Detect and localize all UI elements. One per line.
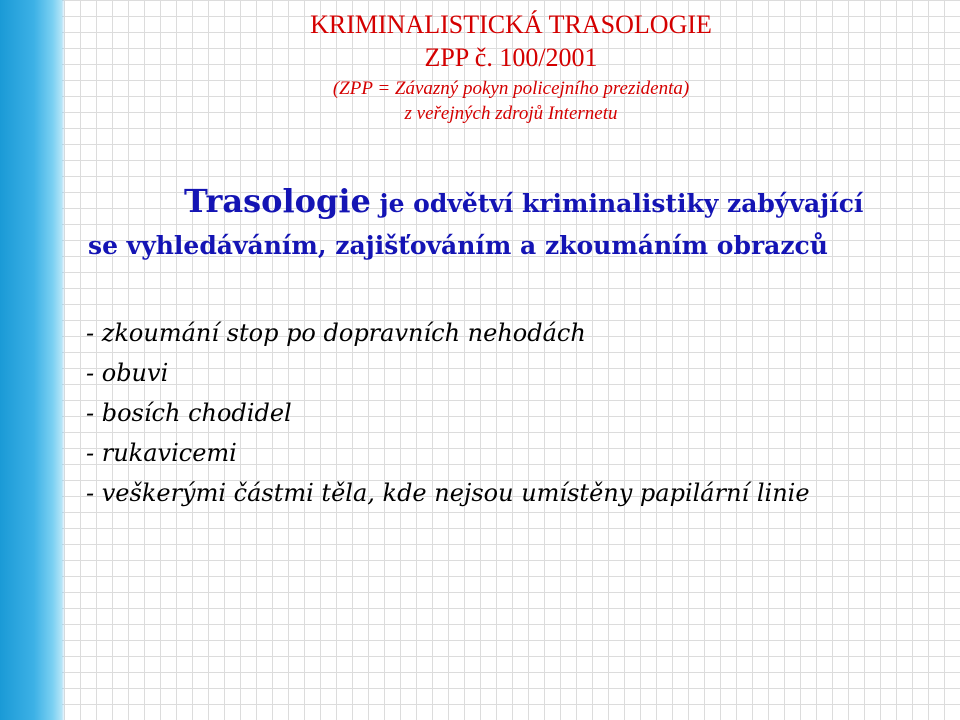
list-item: - bosích chodidel bbox=[86, 399, 292, 427]
definition-term: Trasologie bbox=[184, 182, 371, 220]
definition-line-2: se vyhledáváním, zajišťováním a zkoumáním obrazců bbox=[88, 231, 828, 260]
source-note: z veřejných zdrojů Internetu bbox=[404, 103, 618, 124]
definition-block bbox=[88, 180, 948, 267]
regulation-explanation: (ZPP = Závazný pokyn policejního prezidenta) bbox=[332, 78, 690, 99]
list-item: - veškerými částmi těla, kde nejsou umístěny papilární linie bbox=[86, 479, 810, 507]
examination-list bbox=[86, 313, 956, 513]
slide-title: KRIMINALISTICKÁ TRASOLOGIE bbox=[310, 10, 712, 39]
regulation-code: ZPP č. 100/2001 bbox=[424, 43, 598, 72]
list-item: - zkoumání stop po dopravních nehodách bbox=[86, 319, 586, 347]
slide-header bbox=[62, 8, 960, 126]
list-item: - rukavicemi bbox=[86, 439, 237, 467]
definition-line-1 bbox=[88, 180, 948, 225]
side-accent-bar bbox=[0, 0, 62, 720]
definition-text: je odvětví kriminalistiky zabývající bbox=[370, 189, 864, 218]
list-item: - obuvi bbox=[86, 359, 169, 387]
